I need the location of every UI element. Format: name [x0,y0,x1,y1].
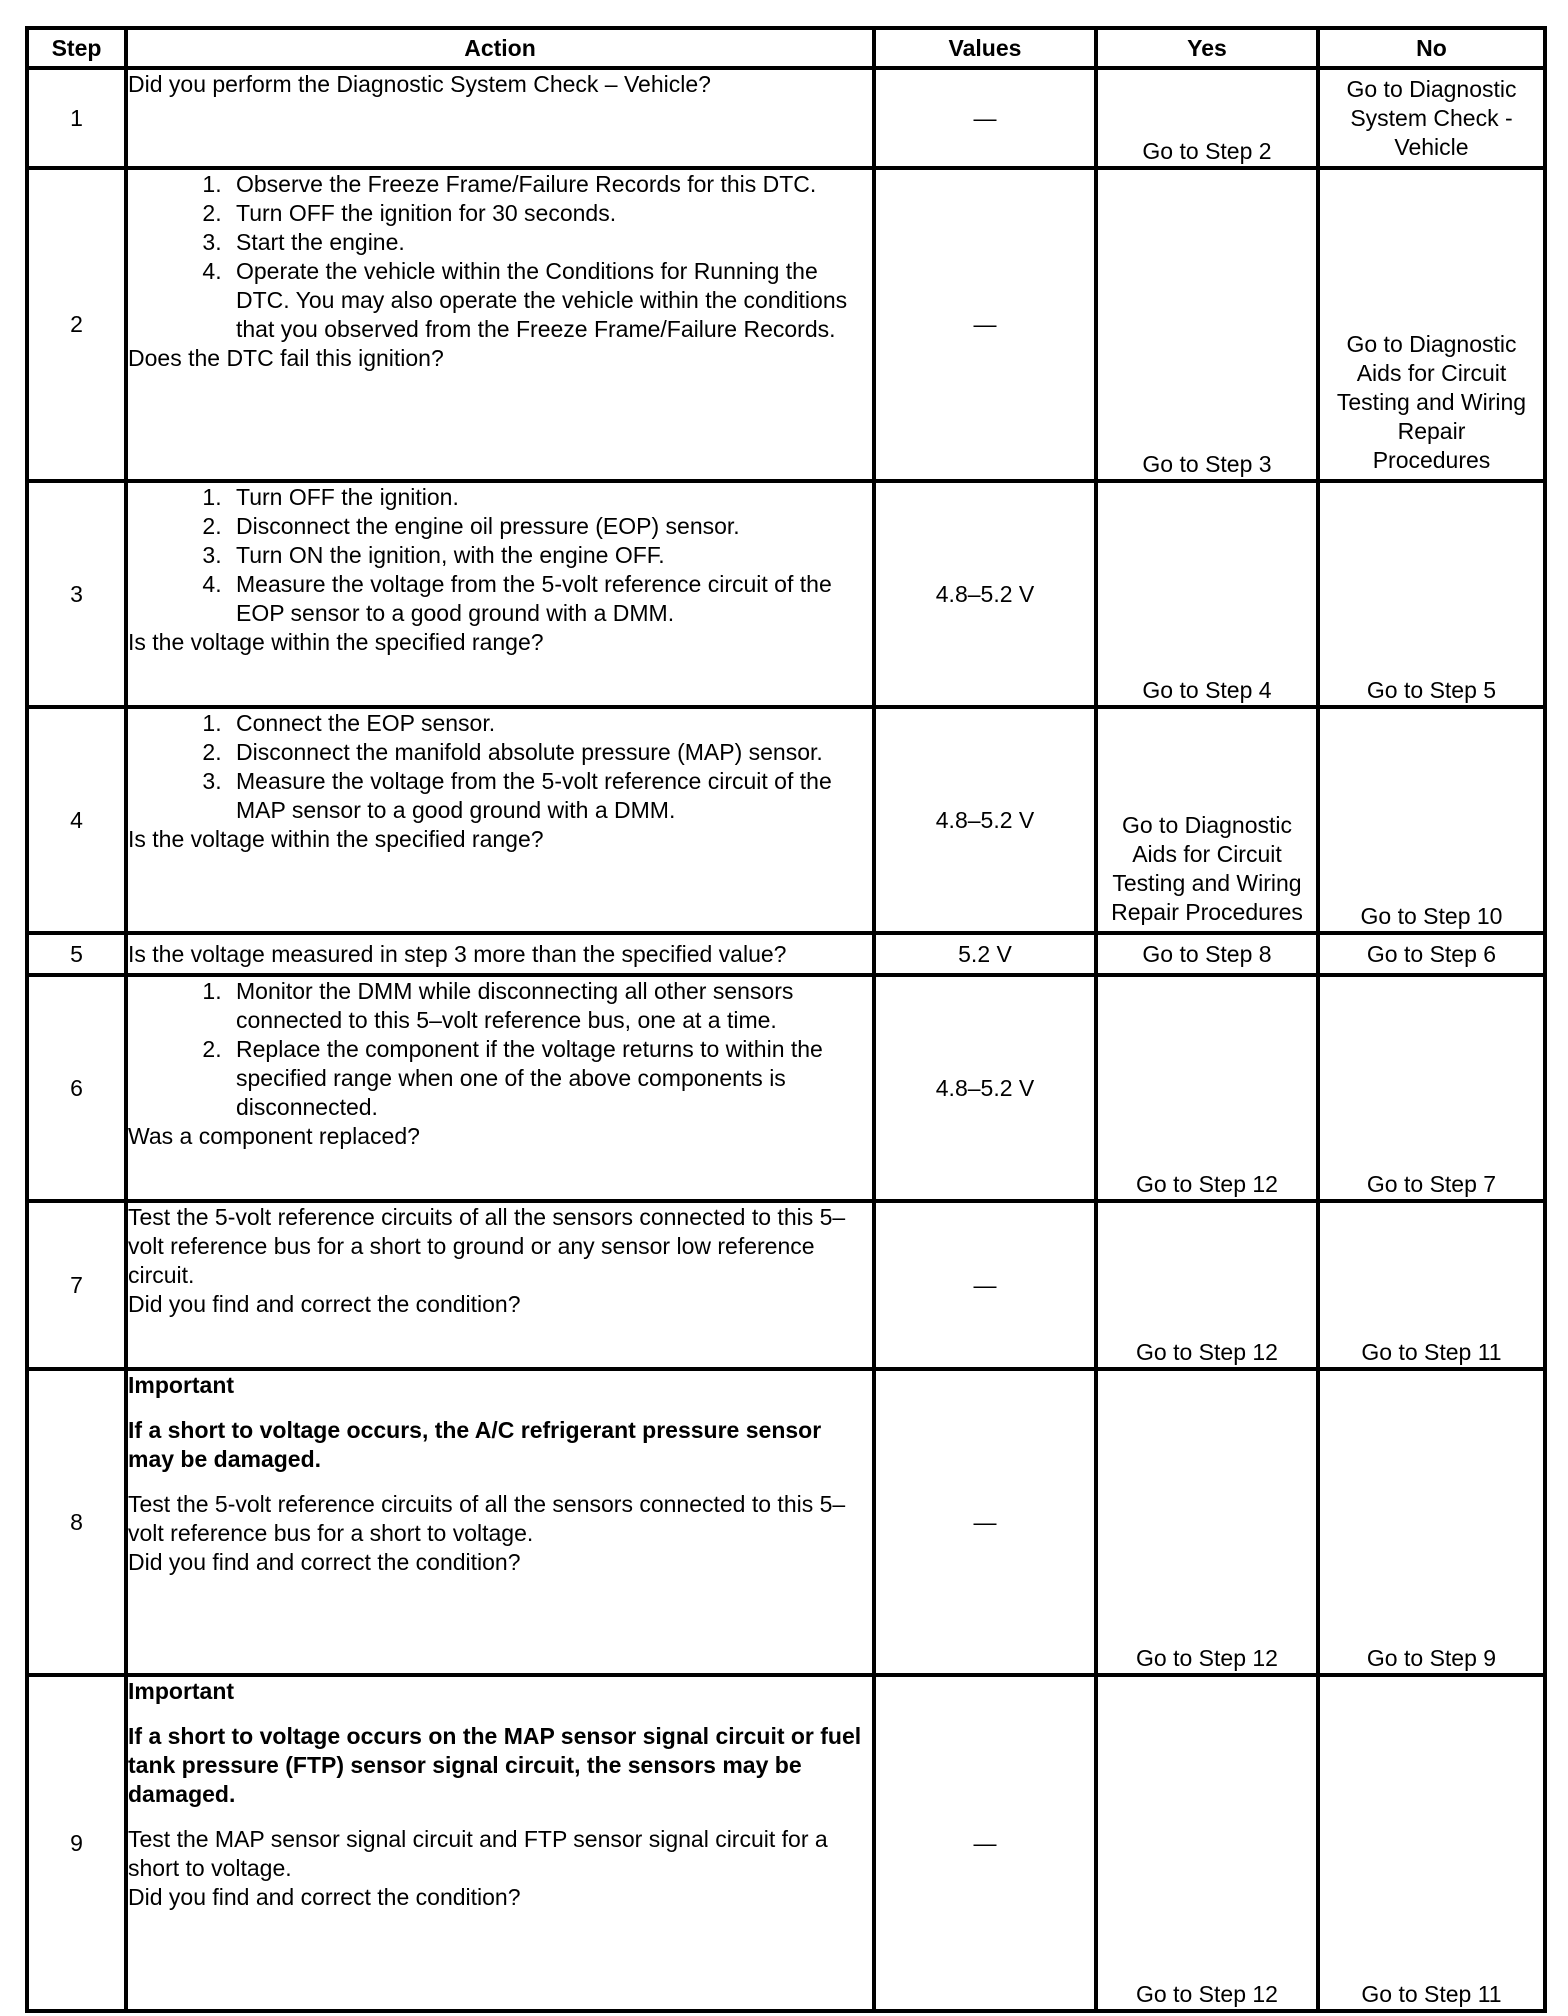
step-number: 4 [27,707,126,933]
instruction-text: Test the MAP sensor signal circuit and FTP sensor signal circuit for a short to voltage. [128,1826,828,1881]
table-row [27,707,1545,933]
values-cell: — [874,68,1096,168]
table-row [27,975,1545,1201]
instruction-text: Test the 5-volt reference circuits of all the sensors connected to this 5–volt reference bus for a short to ground or any sensor low reference circuit. [128,1204,846,1288]
question-text: Did you find and correct the condition? [128,1291,521,1317]
step-number: 6 [27,975,126,1201]
yes-cell: Go to Step 12 [1096,1675,1318,2011]
step-number: 8 [27,1369,126,1675]
no-cell: Go to Step 6 [1318,933,1545,975]
values-cell: — [874,168,1096,481]
list-item: 1. Monitor the DMM while disconnecting all other sensors connected to this 5–volt reference bus, one at a time. [228,977,872,1035]
action-cell [126,68,874,168]
action-steps [128,170,872,344]
list-item: 4. Measure the voltage from the 5-volt reference circuit of the EOP sensor to a good ground with a DMM. [228,570,872,628]
table-row [27,1369,1545,1675]
list-item: 2. Disconnect the engine oil pressure (EOP) sensor. [228,512,872,541]
action-cell [126,1369,874,1675]
no-cell: Go to Diagnostic Aids for Circuit Testing and Wiring Repair Procedures [1318,168,1545,481]
list-item: 4. Operate the vehicle within the Conditions for Running the DTC. You may also operate the vehicle within the conditions that you observed from the Freeze Frame/Failure Records. [228,257,872,344]
values-cell: — [874,1369,1096,1675]
question-text: Did you perform the Diagnostic System Check – Vehicle? [128,71,711,97]
step-number: 7 [27,1201,126,1369]
yes-cell: Go to Step 12 [1096,1201,1318,1369]
yes-cell: Go to Step 2 [1096,68,1318,168]
header-row [27,28,1545,68]
list-item: 1. Turn OFF the ignition. [228,483,872,512]
table-row [27,1675,1545,2011]
instruction-text: Test the 5-volt reference circuits of all the sensors connected to this 5–volt reference bus for a short to voltage. [128,1491,846,1546]
question-text: Did you find and correct the condition? [128,1884,521,1910]
header-no: No [1318,28,1545,68]
list-item: 2. Replace the component if the voltage returns to within the specified range when one of the above components is disconnected. [228,1035,872,1122]
question-text: Is the voltage within the specified range? [128,629,544,655]
important-label: Important [128,1372,235,1398]
action-steps [128,483,872,628]
yes-cell: Go to Step 8 [1096,933,1318,975]
list-item: 3. Measure the voltage from the 5-volt reference circuit of the MAP sensor to a good ground with a DMM. [228,767,872,825]
important-label: Important [128,1678,235,1704]
step-number: 3 [27,481,126,707]
table-row [27,168,1545,481]
action-cell [126,1675,874,2011]
no-cell: Go to Diagnostic System Check - Vehicle [1318,68,1545,168]
diagnostic-table [25,26,1547,2013]
list-item: 2. Disconnect the manifold absolute pressure (MAP) sensor. [228,738,872,767]
warning-text: If a short to voltage occurs, the A/C refrigerant pressure sensor may be damaged. [128,1417,822,1472]
action-cell [126,168,874,481]
action-cell [126,975,874,1201]
values-cell: 4.8–5.2 V [874,481,1096,707]
no-cell: Go to Step 11 [1318,1201,1545,1369]
values-cell: 4.8–5.2 V [874,707,1096,933]
no-cell: Go to Step 7 [1318,975,1545,1201]
step-number: 9 [27,1675,126,2011]
step-number: 2 [27,168,126,481]
values-cell: — [874,1675,1096,2011]
yes-cell: Go to Step 3 [1096,168,1318,481]
header-values: Values [874,28,1096,68]
question-text: Does the DTC fail this ignition? [128,345,444,371]
yes-cell: Go to Step 12 [1096,975,1318,1201]
table-row [27,1201,1545,1369]
yes-cell: Go to Diagnostic Aids for Circuit Testing and Wiring Repair Procedures [1096,707,1318,933]
values-cell: — [874,1201,1096,1369]
table-row [27,481,1545,707]
values-cell: 4.8–5.2 V [874,975,1096,1201]
list-item: 1. Observe the Freeze Frame/Failure Records for this DTC. [228,170,872,199]
list-item: 3. Turn ON the ignition, with the engine OFF. [228,541,872,570]
question-text: Is the voltage within the specified range? [128,826,544,852]
header-step: Step [27,28,126,68]
yes-cell: Go to Step 4 [1096,481,1318,707]
list-item: 1. Connect the EOP sensor. [228,709,872,738]
header-action: Action [126,28,874,68]
action-cell [126,933,874,975]
list-item: 2. Turn OFF the ignition for 30 seconds. [228,199,872,228]
action-cell [126,707,874,933]
no-cell: Go to Step 5 [1318,481,1545,707]
warning-text: If a short to voltage occurs on the MAP sensor signal circuit or fuel tank pressure (FTP) sensor signal circuit, the sensors may be damaged. [128,1723,862,1807]
question-text: Was a component replaced? [128,1123,420,1149]
step-number: 1 [27,68,126,168]
question-text: Did you find and correct the condition? [128,1549,521,1575]
no-cell: Go to Step 10 [1318,707,1545,933]
action-cell [126,1201,874,1369]
action-steps [128,977,872,1122]
no-cell: Go to Step 9 [1318,1369,1545,1675]
no-cell: Go to Step 11 [1318,1675,1545,2011]
step-number: 5 [27,933,126,975]
header-yes: Yes [1096,28,1318,68]
list-item: 3. Start the engine. [228,228,872,257]
table-row [27,933,1545,975]
action-steps [128,709,872,825]
table-row [27,68,1545,168]
action-cell [126,481,874,707]
yes-cell: Go to Step 12 [1096,1369,1318,1675]
values-cell: 5.2 V [874,933,1096,975]
question-text: Is the voltage measured in step 3 more than the specified value? [128,940,787,967]
